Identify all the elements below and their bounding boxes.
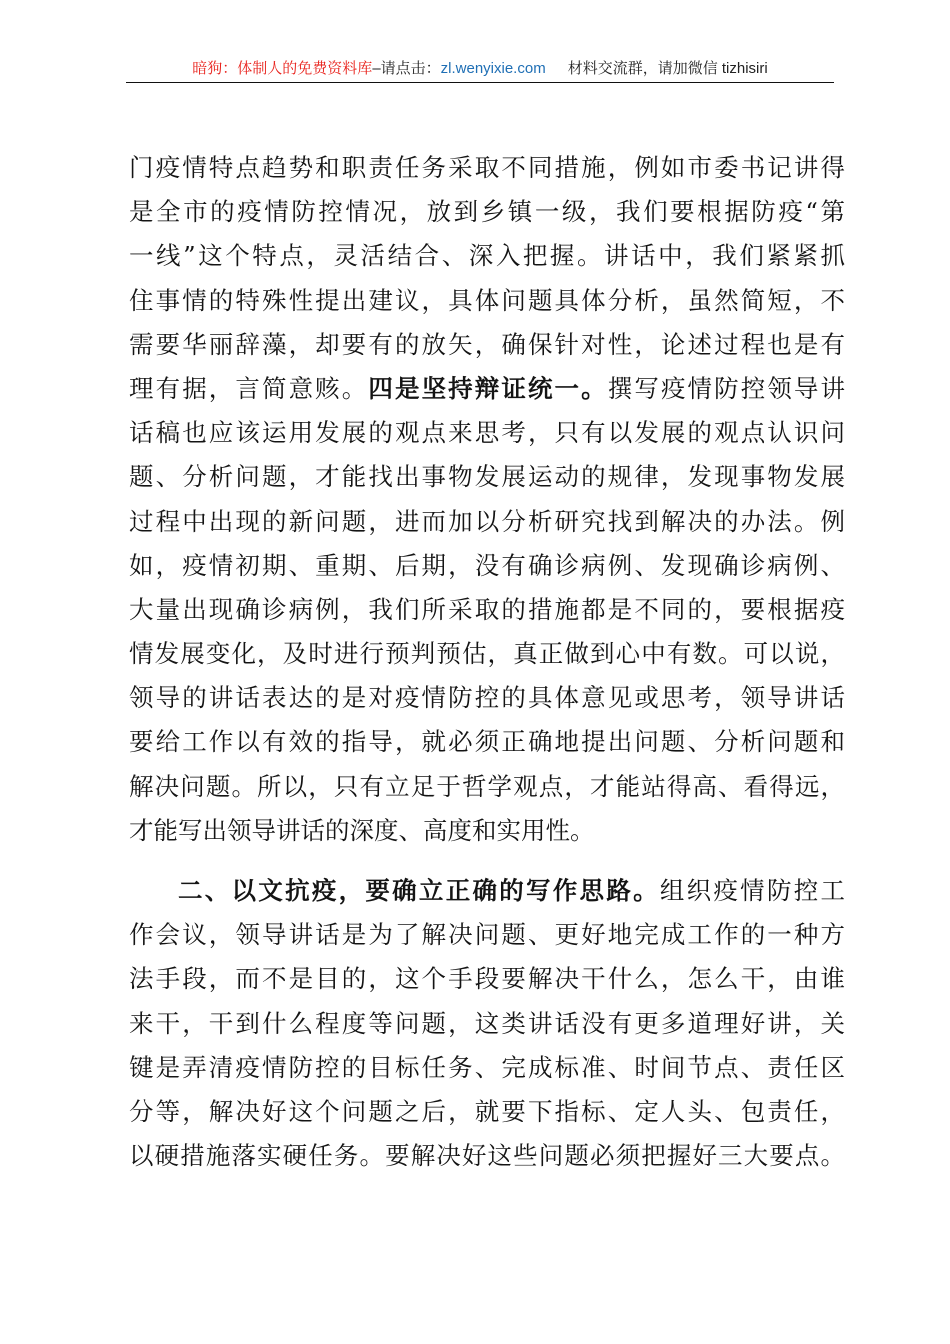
text-line: 过程中出现的新问题，进而加以分析研究找到解决的办法。例 <box>129 506 845 536</box>
section-heading-line <box>129 869 845 913</box>
text-line: 以硬措施落实硬任务。要解决好这些问题必须把握好三大要点。 <box>129 1141 845 1171</box>
website-link[interactable]: zl.wenyixie.com <box>440 60 546 77</box>
text-line: 需要华丽辞藻，却要有的放矢，确保针对性，论述过程也是有 <box>129 329 845 359</box>
text-line: 键是弄清疫情防控的目标任务、完成标准、时间节点、责任区 <box>129 1052 845 1082</box>
text-line: 如，疫情初期、重期、后期，没有确诊病例、发现确诊病例、 <box>129 550 845 580</box>
paragraph-1 <box>129 146 845 853</box>
text-line: 是全市的疫情防控情况，放到乡镇一级，我们要根据防疫“第 <box>129 197 845 227</box>
text-line: 情发展变化，及时进行预判预估，真正做到心中有数。可以说， <box>129 639 845 669</box>
text-line: 才能写出领导讲话的深度、高度和实用性。 <box>129 815 595 845</box>
text-line: 解决问题。所以，只有立足于哲学观点，才能站得高、看得远， <box>129 771 845 801</box>
text-line: 作会议，领导讲话是为了解决问题、更好地完成工作的一种方 <box>129 920 845 950</box>
text-line: 住事情的特殊性提出建议，具体问题具体分析，虽然简短，不 <box>129 285 845 315</box>
text-line-with-bold-point <box>129 367 845 411</box>
text-line: 领导的讲话表达的是对疫情防控的具体意见或思考，领导讲话 <box>129 683 845 713</box>
page-header <box>128 58 832 80</box>
promo-label: 暗狗：体制人的免费资料库 <box>192 60 373 77</box>
section-two-heading: 二、以文抗疫，要确立正确的写作思路。 <box>178 876 660 905</box>
text-segment: 理有据，言简意赅。 <box>129 373 369 403</box>
text-segment: 组织疫情防控工 <box>659 876 845 905</box>
contact-text: 材料交流群，请加微信 tizhisiri <box>567 60 768 77</box>
text-line: 一线”这个特点，灵活结合、深入把握。讲话中，我们紧紧抓 <box>129 241 845 271</box>
click-prompt: –请点击： <box>372 60 441 77</box>
paragraph-2 <box>129 869 845 1178</box>
text-line: 题、分析问题，才能找出事物发展运动的规律，发现事物发展 <box>129 462 845 492</box>
header-divider <box>126 82 834 83</box>
document-body <box>129 146 845 1178</box>
text-line: 大量出现确诊病例，我们所采取的措施都是不同的，要根据疫 <box>129 594 845 624</box>
text-line: 要给工作以有效的指导，就必须正确地提出问题、分析问题和 <box>129 727 845 757</box>
text-line: 法手段，而不是目的，这个手段要解决干什么，怎么干，由谁 <box>129 964 845 994</box>
text-line: 话稿也应该运用发展的观点来思考，只有以发展的观点认识问 <box>129 418 845 448</box>
text-line: 门疫情特点趋势和职责任务采取不同措施，例如市委书记讲得 <box>129 153 845 182</box>
text-segment: 撰写疫情防控领导讲 <box>607 373 846 403</box>
text-line: 分等，解决好这个问题之后，就要下指标、定人头、包责任， <box>129 1096 845 1126</box>
text-line: 来干，干到什么程度等问题，这类讲话没有更多道理好讲，关 <box>129 1008 845 1038</box>
paragraph-spacer <box>129 853 845 869</box>
point-four-heading: 四是坚持辩证统一。 <box>368 373 608 403</box>
